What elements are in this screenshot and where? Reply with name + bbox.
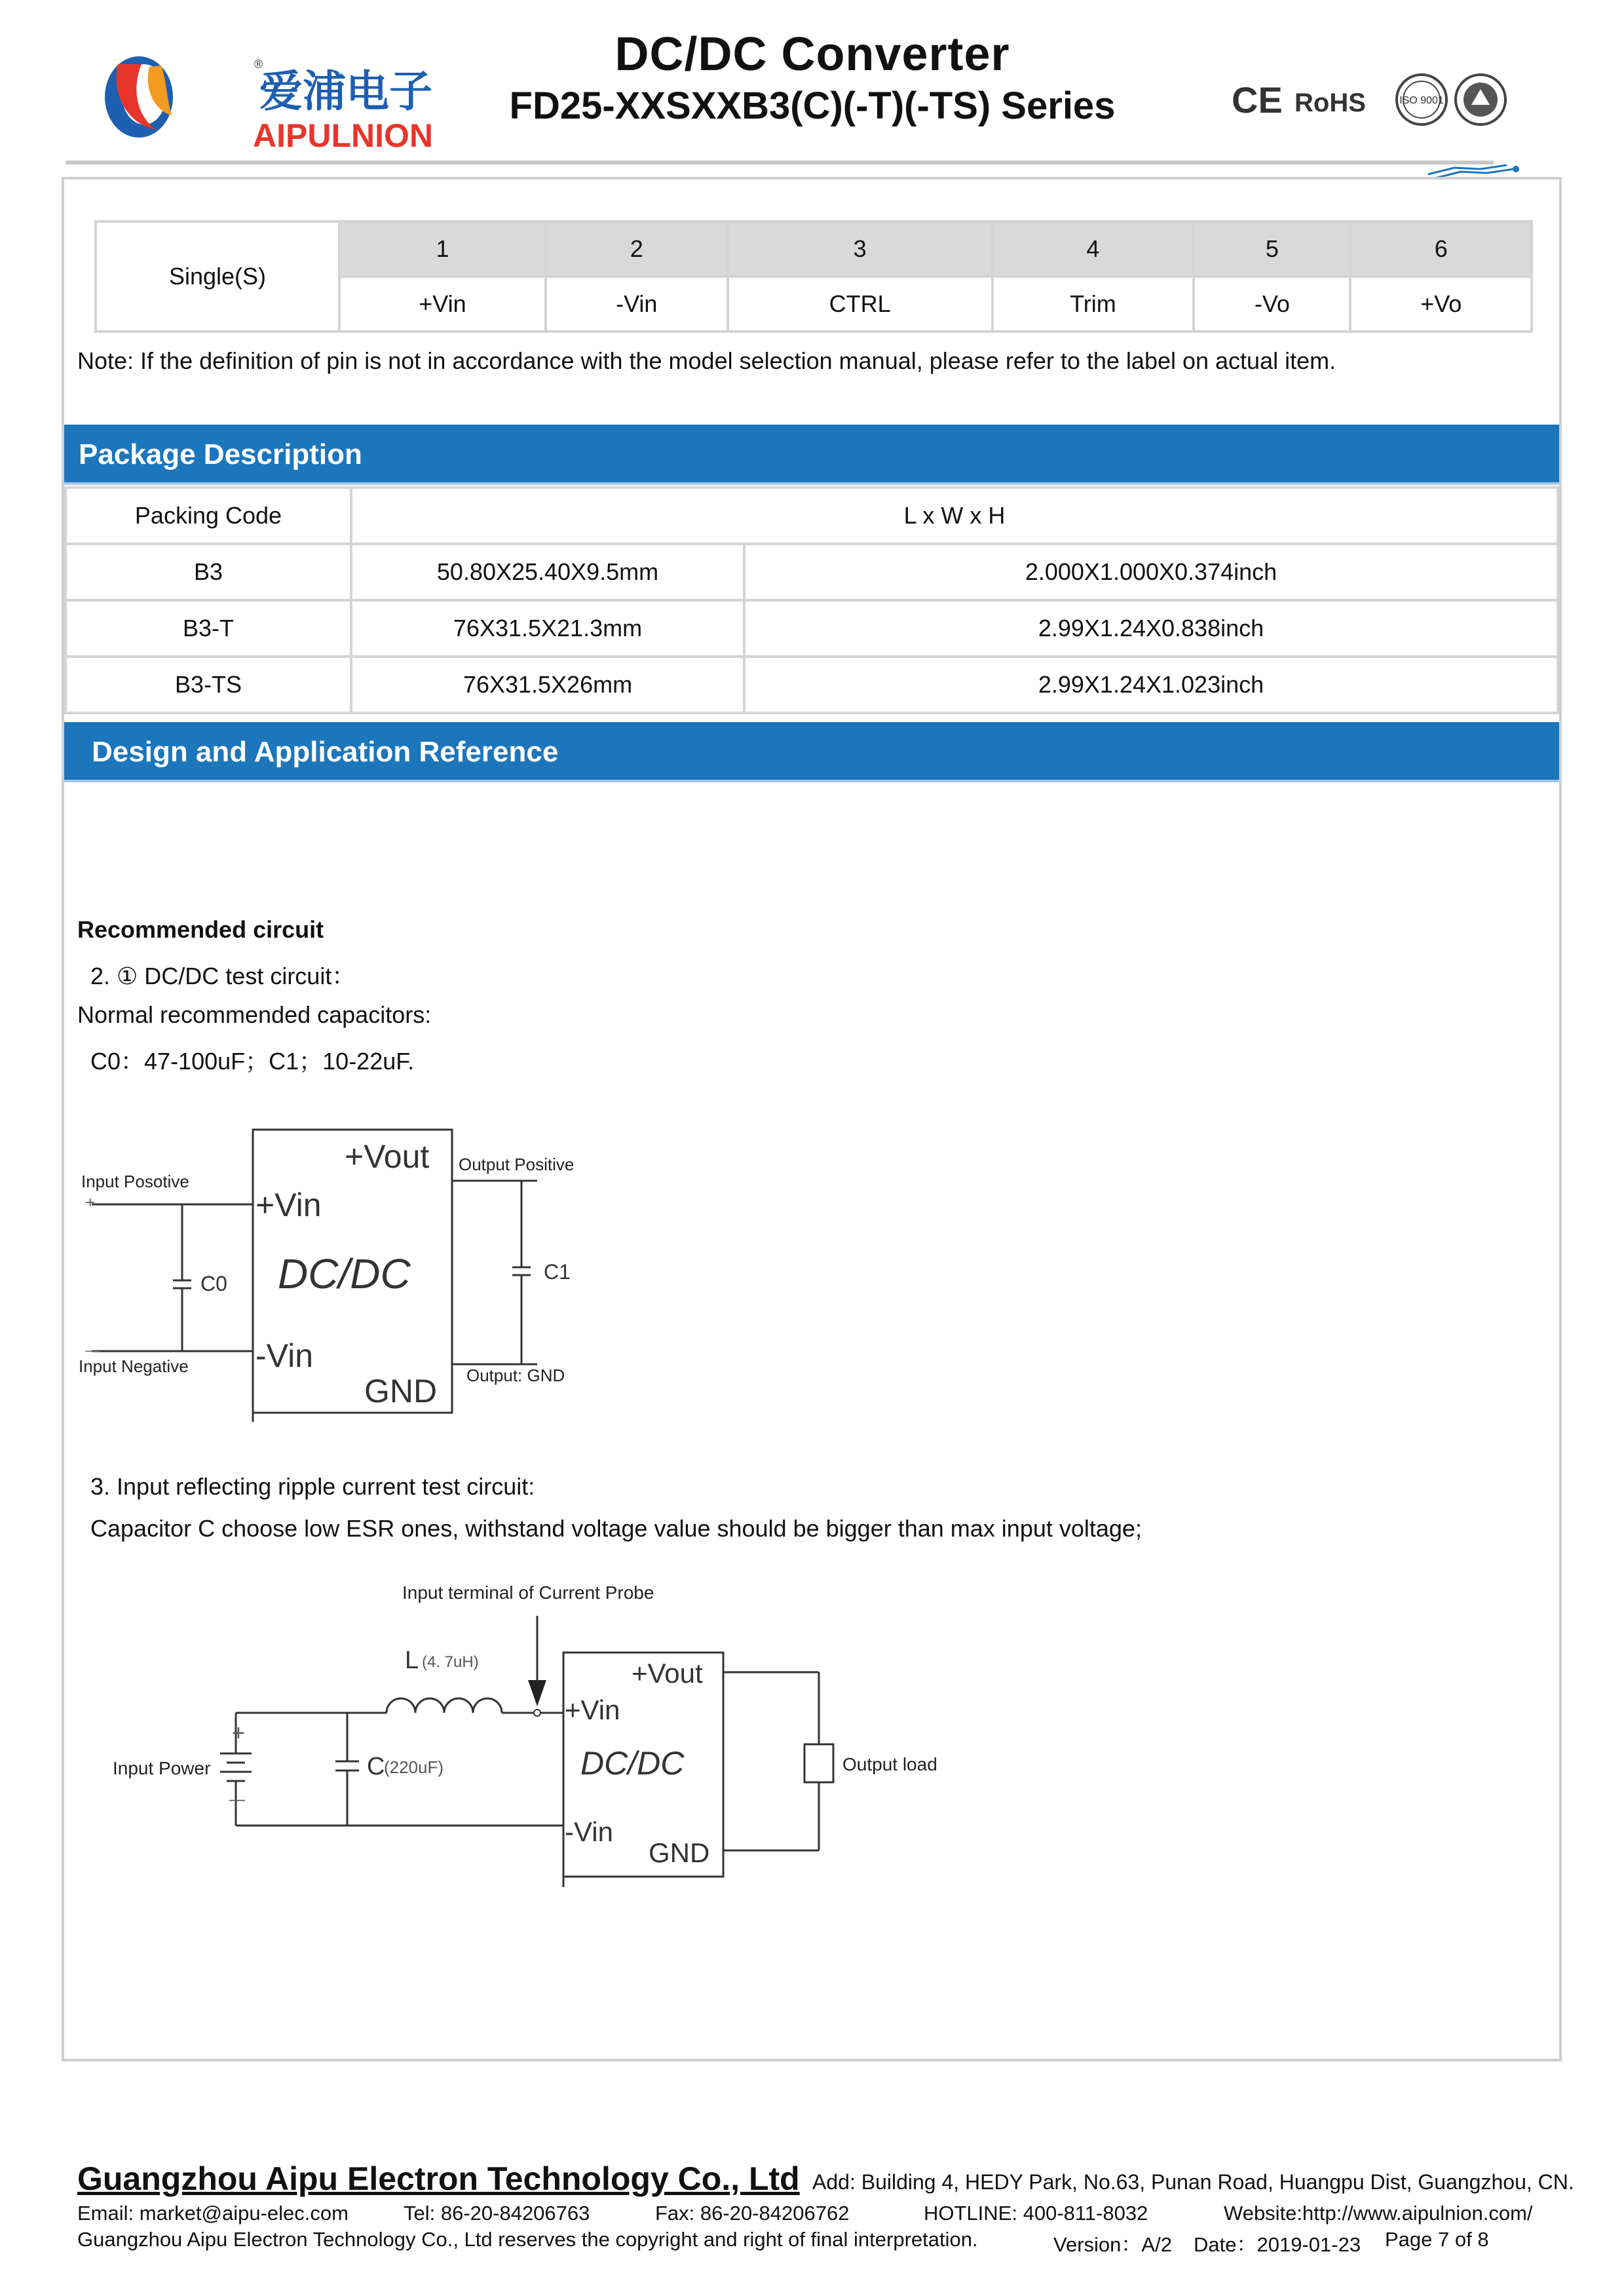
pin-definition-table — [94, 220, 1533, 333]
input-negative-label: Input Negative — [79, 1356, 189, 1376]
package-code: B3 — [66, 544, 351, 600]
dcdc-module-label: DC/DC — [580, 1745, 685, 1782]
pin-function: -Vin — [546, 277, 728, 332]
document-title: DC/DC Converter — [614, 28, 1010, 81]
ripple-circuit-label: 3. Input reflecting ripple current test circuit: — [90, 1473, 535, 1500]
dcdc-test-circuit-diagram — [66, 1114, 629, 1428]
brand-en: AIPULNION — [253, 117, 433, 154]
package-dims-mm: 76X31.5X26mm — [351, 657, 744, 713]
footer-company-name: Guangzhou Aipu Electron Technology Co., Ltd — [77, 2160, 800, 2197]
package-dims-inch: 2.99X1.24X0.838inch — [744, 600, 1558, 657]
normal-capacitors-label: Normal recommended capacitors: — [77, 1001, 432, 1028]
vin-negative-pin-label: -Vin — [255, 1337, 314, 1374]
test-circuit-label: 2. ① DC/DC test circuit： — [90, 963, 356, 989]
certification-marks — [1232, 66, 1520, 144]
section-header-package: Package Description — [64, 425, 1559, 485]
table-row — [66, 488, 1558, 544]
footer-website: Website:http://www.aipulnion.com/ — [1224, 2202, 1533, 2225]
plus-sign: + — [232, 1721, 245, 1746]
table-row — [66, 657, 1558, 713]
capacitor-values: C0：47-100uF；C1；10-22uF. — [90, 1048, 415, 1075]
ripple-circuit-description: Capacitor C choose low ESR ones, withstand voltage value should be bigger than max input voltage; — [90, 1515, 1142, 1542]
vin-positive-pin-label: +Vin — [565, 1694, 620, 1725]
svg-text:ISO 9001: ISO 9001 — [1399, 95, 1444, 106]
capacitor-c0-label: C0 — [200, 1272, 227, 1295]
minus-sign: — — [229, 1791, 245, 1808]
package-dims-mm: 50.80X25.40X9.5mm — [351, 544, 744, 600]
footer-hotline: HOTLINE: 400-811-8032 — [924, 2202, 1148, 2225]
footer-page-number: Page 7 of 8 — [1385, 2228, 1489, 2251]
gnd-pin-label: GND — [364, 1373, 438, 1409]
pin-number: 6 — [1350, 221, 1532, 277]
input-power-label: Input Power — [113, 1758, 211, 1778]
table-row — [66, 600, 1558, 657]
capacitor-value: (220uF) — [384, 1757, 444, 1777]
package-table — [64, 486, 1559, 714]
footer-version: Version：A/2 — [1053, 2233, 1172, 2256]
pin-number: 3 — [728, 221, 992, 277]
package-dims-mm: 76X31.5X21.3mm — [351, 600, 744, 657]
output-positive-label: Output Positive — [459, 1155, 575, 1174]
output-load-label: Output load — [842, 1754, 937, 1774]
pin-note: Note: If the definition of pin is not in accordance with the model selection manual, please refer to the label on actual item. — [77, 347, 1336, 374]
pin-row-label: Single(S) — [96, 221, 339, 332]
footer-tel: Tel: 86-20-84206763 — [404, 2202, 590, 2225]
brand-cn: 爱浦电子 — [259, 67, 432, 115]
vout-pin-label: +Vout — [632, 1658, 703, 1689]
package-header-code: Packing Code — [66, 488, 351, 544]
iso-9001-icon — [1397, 75, 1446, 124]
dcdc-module-label: DC/DC — [278, 1250, 411, 1297]
ripple-test-circuit-diagram — [98, 1566, 950, 1894]
quality-seal-icon — [1456, 75, 1505, 124]
pin-number: 1 — [339, 221, 546, 277]
pin-function: -Vo — [1194, 277, 1350, 332]
plus-sign: + — [85, 1193, 96, 1212]
pin-number: 5 — [1194, 221, 1350, 277]
inductor-l-label: L — [405, 1647, 419, 1674]
package-dims-inch: 2.99X1.24X1.023inch — [744, 657, 1558, 713]
series-title: FD25-XXSXXB3(C)(-T)(-TS) Series — [509, 85, 1116, 127]
footer-fax: Fax: 86-20-84206762 — [655, 2202, 850, 2225]
table-row — [66, 544, 1558, 600]
vin-negative-pin-label: -Vin — [565, 1816, 613, 1847]
footer-copyright: Guangzhou Aipu Electron Technology Co., Ltd reserves the copyright and right of final interpretation. — [77, 2228, 978, 2251]
pin-function: Trim — [992, 277, 1194, 332]
package-code: B3-TS — [66, 657, 351, 713]
capacitor-c-label: C — [367, 1753, 385, 1780]
table-row — [96, 221, 1532, 277]
footer-date: Date：2019-01-23 — [1194, 2233, 1361, 2256]
footer-address: Add: Building 4, HEDY Park, No.63, Punan Road, Huangpu Dist, Guangzhou, CN. — [812, 2170, 1574, 2194]
probe-arrow-icon — [528, 1680, 546, 1706]
pin-function: CTRL — [728, 277, 992, 332]
pin-number: 4 — [992, 221, 1194, 277]
pin-function: +Vo — [1350, 277, 1532, 332]
vin-positive-pin-label: +Vin — [255, 1187, 322, 1223]
svg-text:®: ® — [254, 58, 263, 71]
minus-sign: — — [85, 1342, 100, 1358]
input-positive-label: Input Posotive — [81, 1172, 189, 1191]
inductor-value: (4. 7uH) — [422, 1653, 479, 1671]
company-logo — [98, 51, 465, 156]
gnd-pin-label: GND — [649, 1837, 710, 1868]
current-probe-label: Input terminal of Current Probe — [402, 1582, 654, 1603]
package-dims-inch: 2.000X1.000X0.374inch — [744, 544, 1558, 600]
package-header-dims: L x W x H — [351, 488, 1558, 544]
ce-mark: CE — [1232, 79, 1283, 121]
recommended-circuit-title: Recommended circuit — [77, 916, 324, 943]
section-header-design: Design and Application Reference — [64, 722, 1559, 782]
package-code: B3-T — [66, 600, 351, 657]
output-gnd-label: Output: GND — [466, 1366, 565, 1385]
pin-function: +Vin — [339, 277, 546, 332]
pin-number: 2 — [546, 221, 728, 277]
vout-pin-label: +Vout — [345, 1138, 430, 1175]
capacitor-c1-label: C1 — [544, 1260, 571, 1284]
footer-email: Email: market@aipu-elec.com — [77, 2202, 349, 2225]
rohs-mark: RoHS — [1294, 88, 1366, 117]
